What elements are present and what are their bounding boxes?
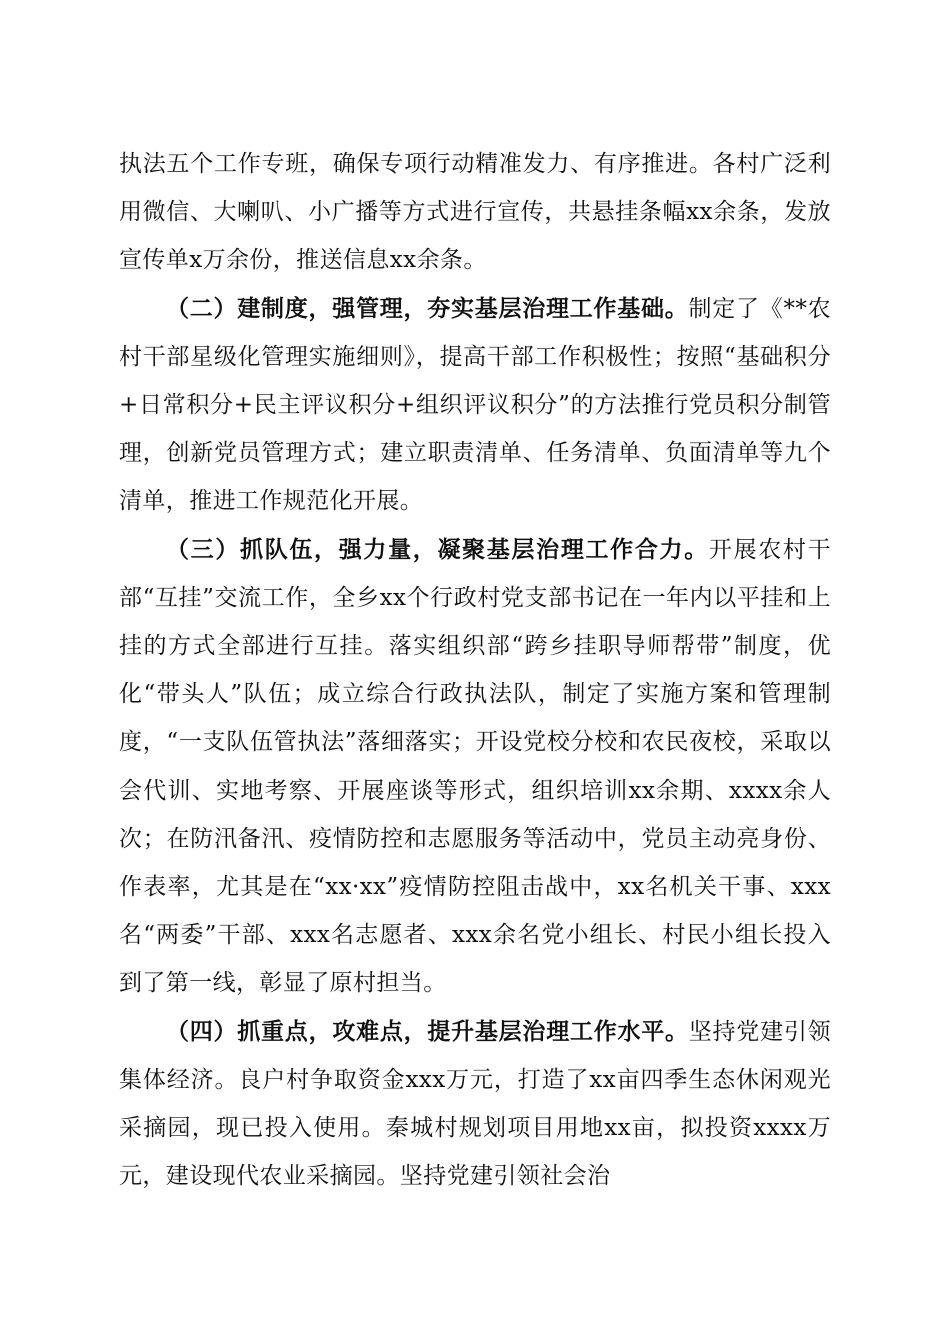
- paragraph-text: 制定了《**农村干部星级化管理实施细则》，提高干部工作积极性；按照“基础积分+日常积分+民主评议积分+组织评议积分”的方法推行党员积分制管理，创新党员管理方式；建立职责清单、任务清单、负面清单等九个清单，推进工作规范化开展。: [119, 295, 831, 515]
- document-body: [119, 140, 831, 1200]
- section-heading: （二）建制度，强管理，夯实基层治理工作基础。: [166, 294, 689, 322]
- section-heading: （四）抓重点，攻难点，提升基层治理工作水平。: [166, 1017, 689, 1045]
- paragraph-continuation: [119, 140, 831, 285]
- paragraph-text: 开展农村干部“互挂”交流工作，全乡xx个行政村党支部书记在一年内以平挂和上挂的方式全部进行互挂。落实组织部“跨乡挂职导师帮带”制度，优化“带头人”队伍；成立综合行政执法队，制定了实施方案和管理制度，“一支队伍管执法”落细落实；开设党校分校和农民夜校，采取以会代训、实地考察、开展座谈等形式，组织培训xx余期、xxxx余人次；在防汛备汛、疫情防控和志愿服务等活动中，党员主动亮身份、作表率，尤其是在“xx·xx”疫情防控阻击战中，xx名机关干事、xxx名“两委”干部、xxx名志愿者、xxx余名党小组长、村民小组长投入到了第一线，彰显了原村担当。: [119, 536, 831, 997]
- paragraph-text: 坚持党建引领集体经济。良户村争取资金xxx万元，打造了xx亩四季生态休闲观光采摘园，现已投入使用。秦城村规划项目用地xx亩，拟投资xxxx万元，建设现代农业采摘园。坚持党建引领社会治: [119, 1018, 831, 1190]
- section-heading: （三）抓队伍，强力量，凝聚基层治理工作合力。: [166, 535, 709, 563]
- paragraph-section-2: [119, 285, 831, 526]
- paragraph-section-3: [119, 526, 831, 1008]
- paragraph-text: 执法五个工作专班，确保专项行动精准发力、有序推进。各村广泛利用微信、大喇叭、小广播等方式进行宣传，共悬挂条幅xx余条，发放宣传单x万余份，推送信息xx余条。: [119, 151, 831, 274]
- paragraph-section-4: [119, 1008, 831, 1201]
